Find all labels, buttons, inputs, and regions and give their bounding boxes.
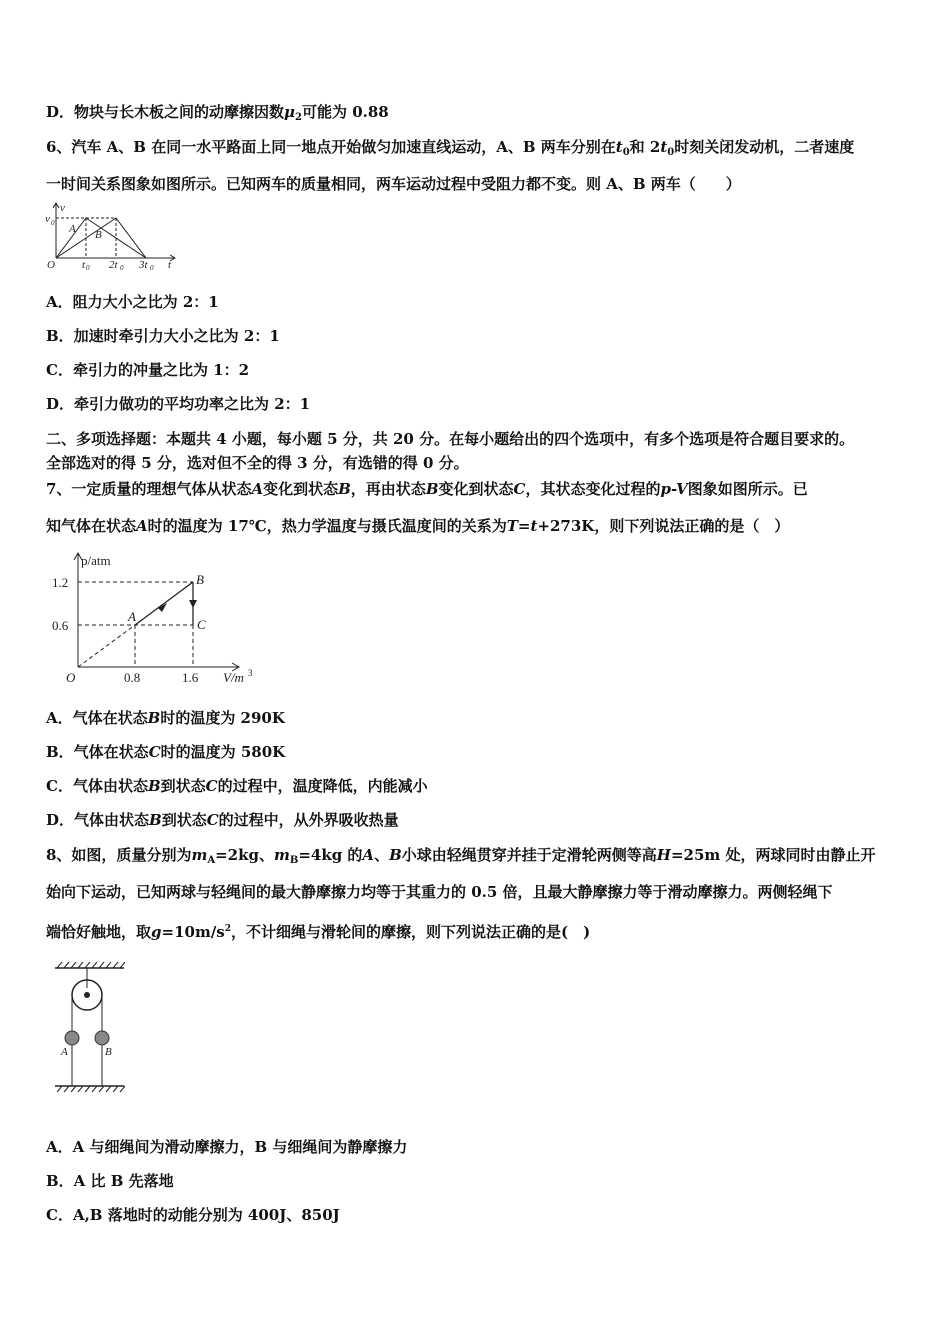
- q6-stem-post: 时刻关闭发动机，二者速度: [674, 138, 855, 156]
- q7-option-b: [46, 742, 285, 762]
- q7-pv-graph: [50, 548, 270, 690]
- state-a: A: [251, 480, 264, 498]
- v-axis-superscript: 3: [248, 668, 253, 678]
- v-axis-label: v: [60, 202, 65, 214]
- pulley-axle-icon: [84, 992, 90, 998]
- q7-opt-d-state1: B: [149, 811, 162, 829]
- mass-a-subscript: A: [207, 855, 216, 866]
- curve-a-label: A: [69, 223, 76, 235]
- q8-text-f: =25m 处，两球同时由静止开: [670, 846, 876, 864]
- q8-text-a: 8、如图，质量分别为: [46, 846, 192, 864]
- q7-l2-text-a: 知气体在状态: [46, 517, 137, 535]
- q8-pulley-figure: [50, 958, 130, 1098]
- t0b-subscript: 0: [667, 147, 675, 158]
- curve-b-label: B: [95, 229, 102, 241]
- q7-text-c: ，再由状态: [350, 480, 426, 498]
- q7-opt-c-state1: B: [147, 777, 161, 795]
- q6-option-a: A．阻力大小之比为 2：1: [46, 293, 219, 311]
- tick-2t0-sub: 0: [120, 264, 124, 272]
- q6-stem-line1: [46, 137, 854, 163]
- point-b-label: B: [196, 572, 204, 587]
- mass-b-subscript: B: [289, 855, 299, 866]
- q7-opt-c-state2: C: [205, 777, 218, 795]
- tick-t0-sub: 0: [86, 264, 90, 272]
- mass-b-symbol: m: [273, 846, 290, 864]
- mass-a-symbol: m: [191, 846, 208, 864]
- point-c-label: C: [197, 617, 206, 632]
- q7-opt-d-mid: 到状态: [161, 811, 207, 829]
- pv-label: p-V: [660, 480, 688, 498]
- tick-1-6: 1.6: [182, 670, 199, 685]
- state-c: C: [513, 480, 526, 498]
- q8-stem-line1: [46, 845, 876, 871]
- q7-opt-c-rest: 的过程中，温度降低，内能减小: [217, 777, 428, 795]
- q7-option-d: [46, 810, 399, 830]
- g-value: =10m/s: [161, 923, 225, 941]
- q5-option-d-text: D．物块与长木板之间的动摩擦因数: [46, 103, 285, 121]
- q5-option-d-value: 可能为 0.88: [301, 103, 389, 121]
- q7-opt-a-state: B: [147, 709, 161, 727]
- g-symbol: g: [151, 923, 162, 941]
- tick-3t0-sub: 0: [150, 264, 154, 272]
- mu-symbol: μ: [284, 103, 295, 121]
- process-a-to-b: [135, 582, 193, 625]
- mu-subscript: 2: [295, 112, 302, 123]
- q7-opt-b-rest: 时的温度为 580K: [160, 743, 286, 761]
- q8-stem-line3: [46, 919, 590, 942]
- q8-text-e: 小球由轻绳贯穿并挂于定滑轮两侧等高: [401, 846, 657, 864]
- v0-subscript: 0: [51, 219, 55, 227]
- q7-text-f: 图象如图所示。已: [687, 480, 808, 498]
- tick-0-8: 0.8: [124, 670, 141, 685]
- g-superscript: 2: [224, 924, 232, 934]
- ball-b-label: B: [105, 1046, 112, 1058]
- q6-stem-mid: 和 2: [629, 138, 661, 156]
- tick-t0: t: [82, 259, 86, 271]
- origin-label: O: [66, 670, 76, 685]
- q6-vt-graph: [44, 200, 184, 272]
- ball-a-icon: [65, 1031, 79, 1045]
- state-b: B: [338, 480, 351, 498]
- t0b-symbol: t: [660, 138, 668, 156]
- q6-option-d: D．牵引力做功的平均功率之比为 2：1: [46, 395, 311, 413]
- q7-opt-c-mid: 到状态: [160, 777, 206, 795]
- q7-opt-a-text: A．气体在状态: [46, 709, 148, 727]
- ball-a-ref: A: [362, 846, 375, 864]
- origin-to-a-dashed: [78, 625, 135, 667]
- t-axis-label: t: [168, 259, 172, 271]
- tick-1-2: 1.2: [52, 575, 69, 590]
- mass-b-value: =4kg 的: [298, 846, 363, 864]
- q8-l3-text-a: 端恰好触地，取: [46, 923, 152, 941]
- q7-text-e: ，其状态变化过程的: [525, 480, 661, 498]
- q7-text-b: 变化到状态: [263, 480, 339, 498]
- q8-l3-text-c: ，不计细绳与滑轮间的摩擦，则下列说法正确的是( ): [231, 923, 591, 941]
- equals-sign: =: [517, 517, 531, 535]
- t0-subscript: 0: [622, 147, 630, 158]
- section2-line2: 全部选对的得 5 分，选对但不全的得 3 分，有选错的得 0 分。: [46, 454, 469, 472]
- q5-option-d: [46, 102, 389, 128]
- q8-text-d: 、: [374, 846, 390, 864]
- state-a-l2: A: [136, 517, 148, 535]
- q7-text-a: 7、一定质量的理想气体从状态: [46, 480, 252, 498]
- q8-option-a: A．A 与细绳间为滑动摩擦力，B 与细绳间为静摩擦力: [46, 1138, 408, 1156]
- tick-2t0: 2t: [109, 259, 118, 271]
- q6-option-b: B．加速时牵引力大小之比为 2：1: [46, 327, 280, 345]
- height-symbol: H: [656, 846, 671, 864]
- q7-option-a: [46, 708, 285, 728]
- q7-option-c: [46, 776, 428, 796]
- ball-a-label: A: [61, 1046, 68, 1058]
- p-axis-label: p/atm: [81, 553, 111, 568]
- q7-stem-line2: [46, 516, 789, 536]
- tick-3t0: 3t: [139, 259, 148, 271]
- tick-0-6: 0.6: [52, 618, 69, 633]
- q6-option-c: C．牵引力的冲量之比为 1：2: [46, 361, 250, 379]
- q7-opt-a-rest: 时的温度为 290K: [160, 709, 285, 727]
- symbol-T: T: [506, 517, 518, 535]
- ball-b-ref: B: [389, 846, 402, 864]
- v-axis-label: V/m: [223, 670, 244, 685]
- q7-opt-c-text: C．气体由状态: [46, 777, 148, 795]
- origin-label: O: [47, 259, 55, 271]
- ground-hatch: [57, 1086, 125, 1092]
- point-a-label: A: [128, 609, 136, 624]
- q8-option-b: B．A 比 B 先落地: [46, 1172, 174, 1190]
- q7-l2-text-c: +273K，则下列说法正确的是（ ）: [537, 517, 790, 535]
- symbol-t: t: [530, 517, 538, 535]
- state-b2: B: [425, 480, 439, 498]
- q7-stem-line1: [46, 479, 808, 499]
- section2-line1: 二、多项选择题：本题共 4 小题，每小题 5 分，共 20 分。在每小题给出的四个选项中，有多个选项是符合题目要求的。: [46, 430, 855, 448]
- q7-l2-text-b: 时的温度为 17℃，热力学温度与摄氏温度间的关系为: [147, 517, 507, 535]
- q7-opt-d-state2: C: [206, 811, 219, 829]
- v0-label: v: [45, 213, 50, 225]
- q7-text-d: 变化到状态: [438, 480, 514, 498]
- q7-opt-d-rest: 的过程中，从外界吸收热量: [218, 811, 399, 829]
- q8-stem-line2: 始向下运动，已知两球与轻绳间的最大静摩擦力均等于其重力的 0.5 倍，且最大静摩擦力等于滑动摩擦力。两侧轻绳下: [46, 883, 833, 901]
- b-to-c-arrow-icon: [189, 600, 197, 608]
- q8-option-c: C．A,B 落地时的动能分别为 400J、850J: [46, 1206, 340, 1224]
- q6-stem-line2: 一时间关系图象如图所示。已知两车的质量相同，两车运动过程中受阻力都不变。则 A、B 两车（ ）: [46, 175, 741, 193]
- q6-stem-text: 6、汽车 A、B 在同一水平路面上同一地点开始做匀加速直线运动，A、B 两车分别在: [46, 138, 616, 156]
- t0-symbol: t: [615, 138, 623, 156]
- q7-opt-d-text: D．气体由状态: [46, 811, 150, 829]
- ball-b-icon: [95, 1031, 109, 1045]
- mass-a-value: =2kg、: [215, 846, 274, 864]
- ceiling-hatch: [57, 962, 125, 968]
- q7-opt-b-state: C: [148, 743, 161, 761]
- q7-opt-b-text: B．气体在状态: [46, 743, 149, 761]
